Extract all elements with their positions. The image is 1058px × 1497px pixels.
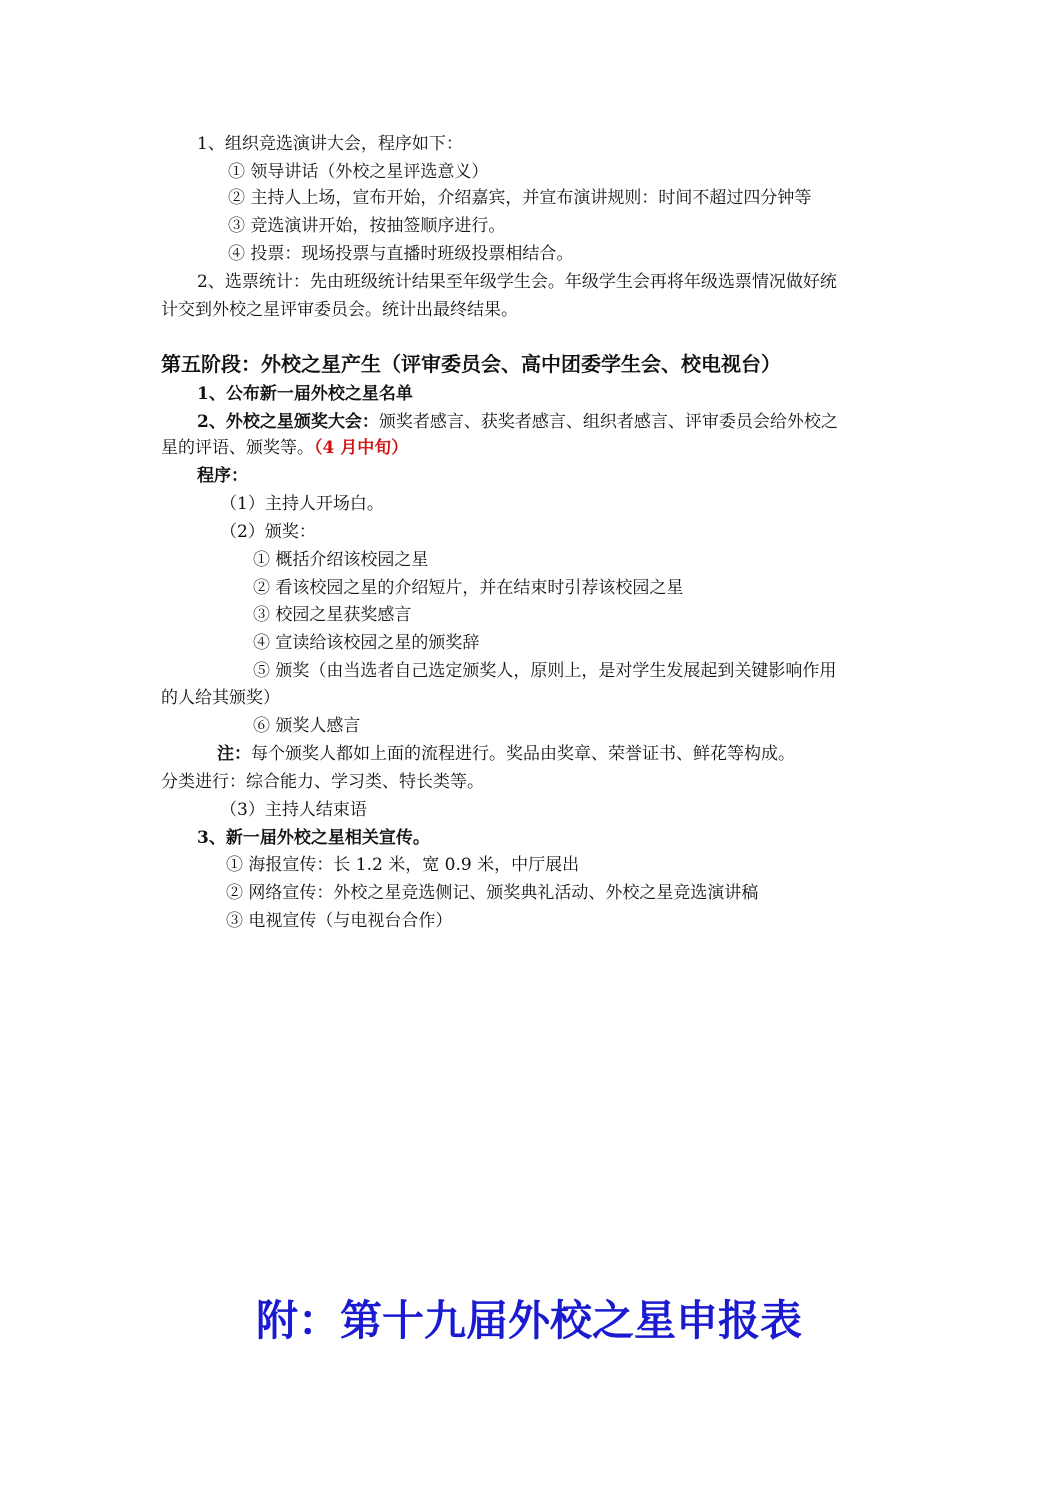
procedure-step-1: （1）主持人开场白。 bbox=[220, 494, 384, 514]
ceremony-label: 2、外校之星颁奖大会： bbox=[197, 412, 379, 432]
stage5-heading: 第五阶段：外校之星产生（评审委员会、高中团委学生会、校电视台） bbox=[161, 352, 781, 376]
appendix-title: 附：第十九届外校之星申报表 bbox=[255, 1296, 802, 1345]
contest-step-3: ③ 竞选演讲开始，按抽签顺序进行。 bbox=[228, 216, 506, 236]
ceremony-text-cont: 星的评语、颁奖等。 bbox=[161, 438, 314, 458]
award-step-1: ① 概括介绍该校园之星 bbox=[253, 550, 429, 570]
contest-step-1: ① 领导讲话（外校之星评选意义） bbox=[228, 162, 489, 182]
ceremony-text: 颁奖者感言、获奖者感言、组织者感言、评审委员会给外校之 bbox=[378, 412, 838, 432]
note-line2: 分类进行：综合能力、学习类、特长类等。 bbox=[161, 772, 484, 792]
procedure-step-3: （3）主持人结束语 bbox=[220, 800, 367, 820]
note-label: 注： bbox=[217, 744, 251, 764]
publicity-tv: ③ 电视宣传（与电视台合作） bbox=[226, 911, 453, 931]
contest-step-4: ④ 投票：现场投票与直播时班级投票相结合。 bbox=[228, 244, 574, 264]
note-line1 bbox=[217, 740, 795, 768]
vote-count-line1: 2、选票统计：先由班级统计结果至年级学生会。年级学生会再将年级选票情况做好统 bbox=[197, 272, 837, 292]
award-step-6: ⑥ 颁奖人感言 bbox=[253, 716, 361, 736]
item-organize-contest: 1、组织竞选演讲大会，程序如下： bbox=[197, 134, 463, 154]
award-step-5-line1: ⑤ 颁奖（由当选者自己选定颁奖人，原则上，是对学生发展起到关键影响作用 bbox=[253, 661, 837, 681]
procedure-label: 程序： bbox=[197, 466, 248, 486]
award-step-4: ④ 宣读给该校园之星的颁奖辞 bbox=[253, 633, 480, 653]
contest-step-2: ② 主持人上场，宣布开始，介绍嘉宾，并宣布演讲规则：时间不超过四分钟等 bbox=[228, 188, 812, 208]
stage5-item-ceremony bbox=[197, 408, 838, 436]
procedure-step-2: （2）颁奖： bbox=[220, 522, 316, 542]
award-step-2: ② 看该校园之星的介绍短片，并在结束时引荐该校园之星 bbox=[253, 578, 684, 598]
award-step-5-line2: 的人给其颁奖） bbox=[161, 688, 280, 708]
publicity-online: ② 网络宣传：外校之星竞选侧记、颁奖典礼活动、外校之星竞选演讲稿 bbox=[226, 883, 759, 903]
ceremony-date: （4 月中旬） bbox=[314, 438, 409, 458]
publicity-poster: ① 海报宣传：长 1.2 米，宽 0.9 米，中厅展出 bbox=[226, 855, 580, 875]
stage5-item-publicity: 3、新一届外校之星相关宣传。 bbox=[197, 828, 430, 848]
vote-count-line2: 计交到外校之星评审委员会。统计出最终结果。 bbox=[161, 300, 518, 320]
award-step-3: ③ 校园之星获奖感言 bbox=[253, 605, 412, 625]
note-text: 每个颁奖人都如上面的流程进行。奖品由奖章、荣誉证书、鲜花等构成。 bbox=[251, 744, 795, 764]
ceremony-line2 bbox=[161, 434, 408, 462]
stage5-item-announce: 1、公布新一届外校之星名单 bbox=[197, 384, 413, 404]
